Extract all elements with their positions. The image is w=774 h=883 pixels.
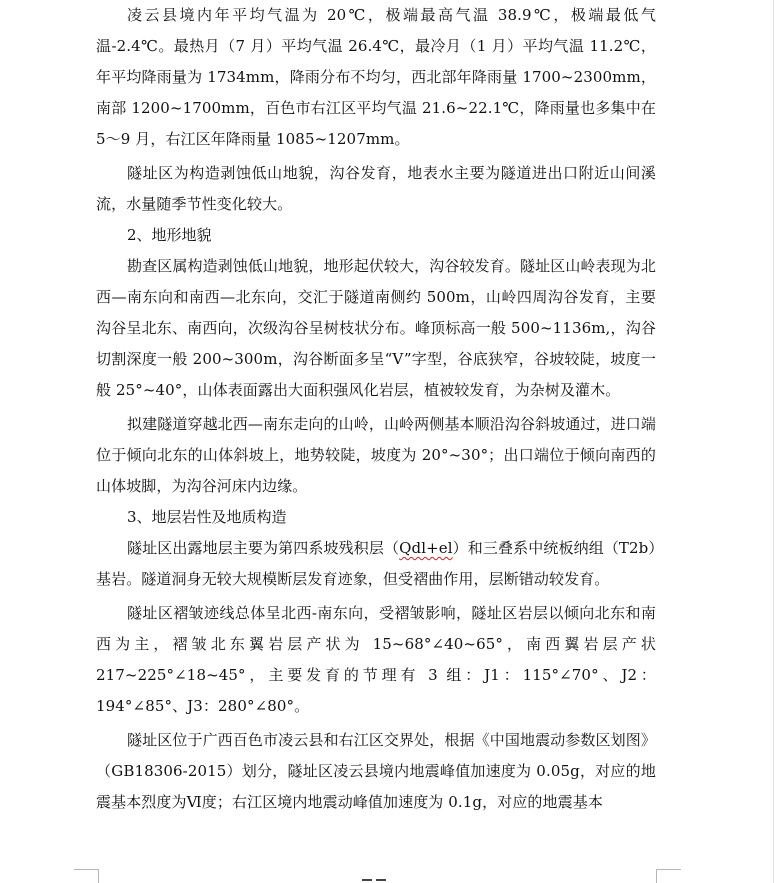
- paragraph-tunnel-route: 拟建隧道穿越北西—南东走向的山岭，山岭两侧基本顺沿沟谷斜坡通过，进口端位于倾向北东的山体斜坡上，地势较陡，坡度为 20°~30°；出口端位于倾向南西的山体坡脚，为沟谷河床内边缘。: [96, 415, 656, 495]
- paragraph-terrain: 勘查区属构造剥蚀低山地貌，地形起伏较大，沟谷较发育。隧址区山岭表现为北西—南东向和南西—北东向，交汇于隧道南侧约 500m，山岭四周沟谷发育，主要沟谷呈北东、南西向，次级沟谷呈树枝状分布。峰顶标高一般 500~1136m,，沟谷切割深度一般 200~300m，沟谷断面多呈“V”字型，谷底狭窄，谷坡较陡，坡度一般 25°~40°，山体表面露出大面积强风化岩层，植被较发育，为杂树及灌木。: [96, 257, 656, 399]
- paragraph-surface-water: 隧址区为构造剥蚀低山地貌，沟谷发育，地表水主要为隧道进出口附近山间溪流，水量随季节性变化较大。: [96, 164, 656, 213]
- paragraph-folds: 隧址区褶皱迹线总体呈北西-南东向，受褶皱影响，隧址区岩层以倾向北东和南西为主，褶皱北东翼岩层产状为 15~68°∠40~65°，南西翼岩层产状 217~225°∠18~45°，主要发育的节理有 3 组：J1：115°∠70°、J2：194°∠85°、J3：280°∠80°。: [96, 604, 656, 715]
- paragraph-seismic: 隧址区位于广西百色市凌云县和右江区交界处，根据《中国地震动参数区划图》（GB18306-2015）划分，隧址区凌云县境内地震峰值加速度为 0.05g，对应的地震基本烈度为Ⅵ度；右江区境内地震动峰值加速度为 0.1g，对应的地震基本: [96, 731, 656, 811]
- heading-terrain: 2、地形地貌: [127, 226, 212, 244]
- strata-text-post: ）和三叠系中统板纳组（T2b）基岩。隧道洞身无较大规模断层发育迹象，但受褶曲作用，层断错动较发育。: [96, 539, 656, 588]
- strata-text-pre: 隧址区出露地层主要为第四系坡残积层（: [127, 539, 400, 557]
- document-body[interactable]: [96, 0, 656, 818]
- margin-corner-bottom-right: [656, 869, 681, 883]
- margin-corner-bottom-left: [74, 869, 99, 883]
- strata-code-spellcheck: Qdl+el: [399, 539, 453, 557]
- heading-strata: 3、地层岩性及地质构造: [127, 508, 287, 526]
- page-footer-mark: [362, 876, 408, 883]
- paragraph-climate: 凌云县境内年平均气温为 20℃，极端最高气温 38.9℃，极端最低气温-2.4℃。最热月（7 月）平均气温 26.4℃，最冷月（1 月）平均气温 11.2℃，年平均降雨量为 1734mm，降雨分布不均匀，西北部年降雨量 1700~2300mm，南部 1200~1700mm，百色市右江区平均气温 21.6~22.1℃，降雨量也多集中在 5～9 月，右江区年降雨量 1085~1207mm。: [96, 6, 656, 148]
- paragraph-strata: [96, 533, 656, 595]
